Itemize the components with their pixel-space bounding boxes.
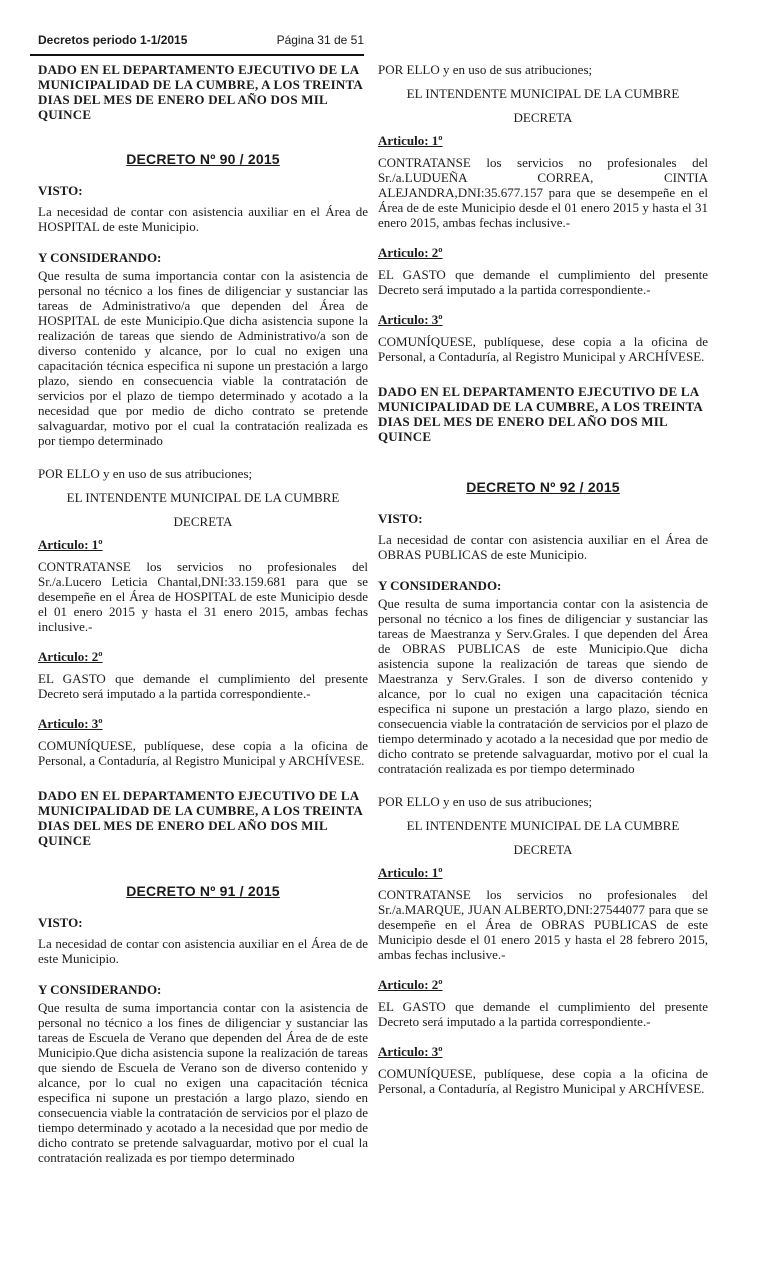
decreto-91-articulo-1-text: CONTRATANSE los servicios no profesionales del Sr./a.LUDUEÑA CORREA, CINTIA ALEJANDRA,DNI:35.677.157 para que se desempeñe en el Área de de este Municipio desde el 01 enero 2015 y hasta el 31 enero 2015, ambas fechas inclusive.- bbox=[378, 155, 708, 230]
decreto-92-considerando-text: Que resulta de suma importancia contar con la asistencia de personal no técnico a los fines de diligenciar y sustanciar las tareas de Maestranza y Serv.Grales. I que dependen del Área de OBRAS PUBLICAS de este Municipio.Que dicha asistencia supone la realización de tareas que siendo de Maestranza y Serv.Grales. I son de diverso contenido y alcance, por lo cual no exigen una capacitación técnica especifica ni supone un prestación a largo plazo, siendo en consecuencia viable la contratación de servicios por el plazo de tiempo determinado y acotado a la necesidad que por medio de dicho contrato se pretende salvaguardar, motivo por el cual la contratación realizada es por tiempo determinado bbox=[378, 596, 708, 776]
decreto-91-dado-statement: DADO EN EL DEPARTAMENTO EJECUTIVO DE LA MUNICIPALIDAD DE LA CUMBRE, A LOS TREINTA DIAS DEL MES DE ENERO DEL AÑO DOS MIL QUINCE bbox=[378, 384, 703, 444]
decreto-89-dado-statement: DADO EN EL DEPARTAMENTO EJECUTIVO DE LA MUNICIPALIDAD DE LA CUMBRE, A LOS TREINTA DIAS DEL MES DE ENERO DEL AÑO DOS MIL QUINCE bbox=[38, 62, 363, 122]
decreto-91-articulo-1-label: Articulo: 1º bbox=[378, 133, 443, 148]
decreto-90-title: DECRETO Nº 90 / 2015 bbox=[126, 151, 280, 167]
decreto-92-visto-label: VISTO: bbox=[378, 511, 423, 526]
left-column bbox=[38, 62, 368, 1165]
decreto-91-articulo-2-text: EL GASTO que demande el cumplimiento del presente Decreto será imputado a la partida correspondiente.- bbox=[378, 267, 708, 297]
decreto-92-title: DECRETO Nº 92 / 2015 bbox=[466, 479, 620, 495]
decreto-91-considerando-text: Que resulta de suma importancia contar con la asistencia de personal no técnico a los fines de diligenciar y sustanciar las tareas de Escuela de Verano que dependen del Área de de este Municipio.Que dicha asistencia supone la realización de tareas que siendo de Escuela de Verano son de diverso contenido y alcance, por lo cual no exigen una capacitación técnica especifica ni supone un prestación a largo plazo, siendo en consecuencia viable la contratación de servicios por el plazo de tiempo determinado y acotado a la necesidad que por medio de dicho contrato se pretende salvaguardar, motivo por el cual la contratación realizada es por tiempo determinado bbox=[38, 1000, 368, 1165]
decreto-90-dado-statement: DADO EN EL DEPARTAMENTO EJECUTIVO DE LA MUNICIPALIDAD DE LA CUMBRE, A LOS TREINTA DIAS DEL MES DE ENERO DEL AÑO DOS MIL QUINCE bbox=[38, 788, 363, 848]
decreto-90-decreta-line: DECRETA bbox=[173, 514, 233, 529]
decreto-92-articulo-1-text: CONTRATANSE los servicios no profesionales del Sr./a.MARQUE, JUAN ALBERTO,DNI:27544077 para que se desempeñe en el Área de OBRAS PUBLICAS de este Municipio desde el 01 enero 2015 y hasta el 28 febrero 2015, ambas fechas inclusive.- bbox=[378, 887, 708, 962]
decreto-91-decreta-line: DECRETA bbox=[513, 110, 573, 125]
decreto-90-articulo-2-label: Articulo: 2º bbox=[38, 649, 103, 664]
decreto-91-visto-label: VISTO: bbox=[38, 915, 83, 930]
decreto-91-articulo-3-label: Articulo: 3º bbox=[378, 312, 443, 327]
decreto-91-por-ello-line: POR ELLO y en uso de sus atribuciones; bbox=[378, 62, 593, 77]
decreto-92-articulo-3-text: COMUNÍQUESE, publíquese, dese copia a la oficina de Personal, a Contaduría, al Registro Municipal y ARCHÍVESE. bbox=[378, 1066, 708, 1096]
decreto-92-articulo-1-label: Articulo: 1º bbox=[378, 865, 443, 880]
decreto-90-intendente-line: EL INTENDENTE MUNICIPAL DE LA CUMBRE bbox=[66, 490, 340, 505]
decreto-91-considerando-label: Y CONSIDERANDO: bbox=[38, 982, 162, 997]
decreto-91-articulo-3-text: COMUNÍQUESE, publíquese, dese copia a la oficina de Personal, a Contaduría, al Registro Municipal y ARCHÍVESE. bbox=[378, 334, 708, 364]
decreto-90-articulo-1-text: CONTRATANSE los servicios no profesionales del Sr./a.Lucero Leticia Chantal,DNI:33.159.681 para que se desempeñe en el Área de HOSPITAL de este Municipio desde el 01 enero 2015 y hasta el 31 enero 2015, ambas fechas inclusive.- bbox=[38, 559, 368, 634]
decreto-91-articulo-2-label: Articulo: 2º bbox=[378, 245, 443, 260]
decreto-90-por-ello-line: POR ELLO y en uso de sus atribuciones; bbox=[38, 466, 253, 481]
decreto-92-intendente-line: EL INTENDENTE MUNICIPAL DE LA CUMBRE bbox=[406, 818, 680, 833]
decreto-91-intendente-line: EL INTENDENTE MUNICIPAL DE LA CUMBRE bbox=[406, 86, 680, 101]
decreto-92-decreta-line: DECRETA bbox=[513, 842, 573, 857]
header-divider bbox=[30, 54, 364, 56]
page-header bbox=[38, 33, 364, 47]
right-column bbox=[378, 62, 708, 1096]
decreto-92-por-ello-line: POR ELLO y en uso de sus atribuciones; bbox=[378, 794, 593, 809]
decreto-90-articulo-3-text: COMUNÍQUESE, publíquese, dese copia a la oficina de Personal, a Contaduría, al Registro Municipal y ARCHÍVESE. bbox=[38, 738, 368, 768]
decreto-92-articulo-2-text: EL GASTO que demande el cumplimiento del presente Decreto será imputado a la partida correspondiente.- bbox=[378, 999, 708, 1029]
header-page-indicator: Página 31 de 51 bbox=[276, 33, 364, 47]
decreto-90-articulo-1-label: Articulo: 1º bbox=[38, 537, 103, 552]
decreto-92-articulo-2-label: Articulo: 2º bbox=[378, 977, 443, 992]
decreto-91-visto-text: La necesidad de contar con asistencia auxiliar en el Área de de este Municipio. bbox=[38, 936, 368, 966]
decreto-90-visto-label: VISTO: bbox=[38, 183, 83, 198]
decreto-92-considerando-label: Y CONSIDERANDO: bbox=[378, 578, 502, 593]
decreto-92-visto-text: La necesidad de contar con asistencia auxiliar en el Área de OBRAS PUBLICAS de este Municipio. bbox=[378, 532, 708, 562]
decreto-90-visto-text: La necesidad de contar con asistencia auxiliar en el Área de HOSPITAL de este Municipio. bbox=[38, 204, 368, 234]
decreto-90-articulo-3-label: Articulo: 3º bbox=[38, 716, 103, 731]
decreto-92-articulo-3-label: Articulo: 3º bbox=[378, 1044, 443, 1059]
decreto-90-considerando-text: Que resulta de suma importancia contar con la asistencia de personal no técnico a los fines de diligenciar y sustanciar las tareas de Administrativo/a que dependen del Área de HOSPITAL de este Municipio.Que dicha asistencia supone la realización de tareas que siendo de Administrativo/a son de diverso contenido y alcance, por lo cual no exigen una capacitación técnica especifica ni supone un prestación a largo plazo, siendo en consecuencia viable la contratación de servicios por el plazo de tiempo determinado y acotado a la necesidad que por medio de dicho contrato se pretende salvaguardar, motivo por el cual la contratación realizada es por tiempo determinado bbox=[38, 268, 368, 448]
decreto-90-considerando-label: Y CONSIDERANDO: bbox=[38, 250, 162, 265]
decreto-91-title: DECRETO Nº 91 / 2015 bbox=[126, 883, 280, 899]
decreto-90-articulo-2-text: EL GASTO que demande el cumplimiento del presente Decreto será imputado a la partida correspondiente.- bbox=[38, 671, 368, 701]
header-document-title: Decretos periodo 1-1/2015 bbox=[38, 33, 188, 47]
